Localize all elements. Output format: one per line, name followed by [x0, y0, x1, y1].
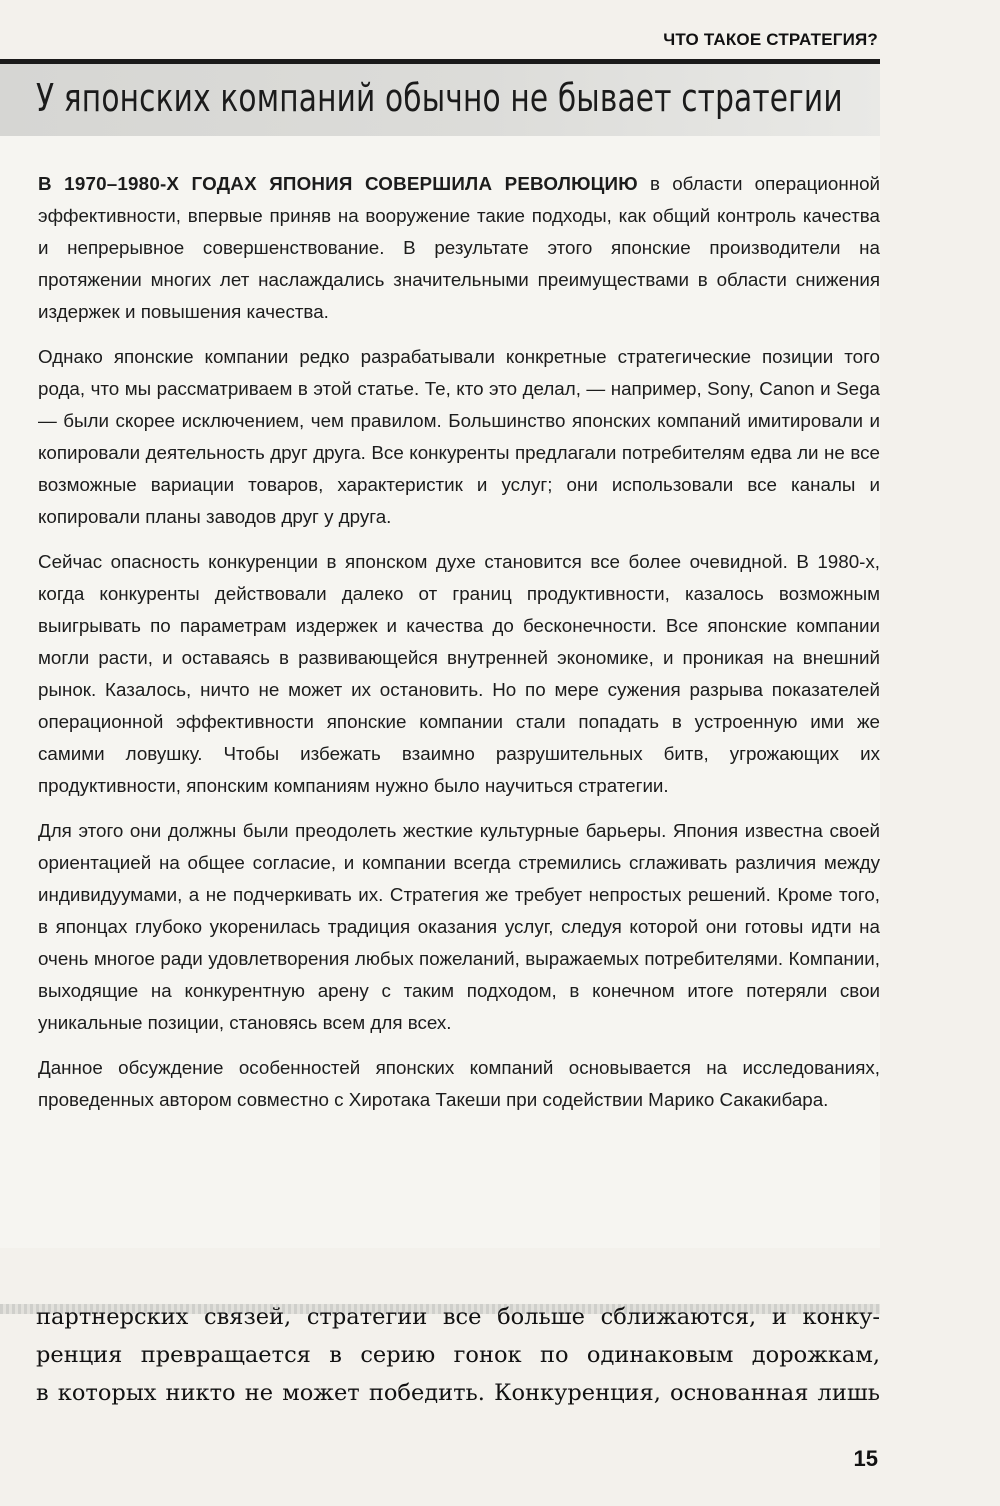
sidebar-paragraph-1 [38, 168, 880, 328]
body-text [36, 1298, 880, 1412]
page-number: 15 [853, 1446, 878, 1471]
sidebar-paragraph-3: Сейчас опасность конкуренции в японском духе становится все более очевидной. В 1980-х, когда конкуренты действовали далеко от границ продуктивности, казалось возможным выигрывать по параметрам издержек и качества до бесконечности. Все японские компании могли расти, и оставаясь в развивающейся внутренней экономике, и проникая на внешний рынок. Казалось, ничто не может их остановить. Но по мере сужения разрыва показателей операционной эффективности японские компании стали попадать в устроенную ими же самими ловушку. Чтобы избежать взаимно разрушительных битв, угрожающих их продуктивности, японским компаниям нужно было научиться стратегии. [38, 551, 880, 796]
body-line: в которых никто не может победить. Конкуренция, основанная лишь [36, 1380, 880, 1406]
running-head: ЧТО ТАКОЕ СТРАТЕГИЯ? [663, 30, 878, 49]
lead-in: В 1970–1980-Х ГОДАХ ЯПОНИЯ СОВЕРШИЛА РЕВОЛЮЦИЮ [38, 173, 638, 194]
sidebar-paragraph-5: Данное обсуждение особенностей японских компаний основывается на исследованиях, проведенных автором совместно с Хиротака Такеши при содействии Марико Сакакибара. [38, 1057, 880, 1110]
body-line: партнерских связей, стратегии все больше сближаются, и конку- [36, 1304, 880, 1330]
sidebar-paragraph-4: Для этого они должны были преодолеть жесткие культурные барьеры. Япония известна своей ориентацией на общее согласие, и компании всегда стремились сглаживать различия между индивидуумами, а не подчеркивать их. Стратегия же требует непростых решений. Кроме того, в японцах глубоко укоренилась традиция оказания услуг, следуя которой они готовы идти на очень многое ради удовлетворения любых пожеланий, выражаемых потребителями. Компании, выходящие на конкурентную арену с таким подходом, в конечном итоге потеряли свои уникальные позиции, становясь всем для всех. [38, 820, 880, 1033]
body-line: ренция превращается в серию гонок по одинаковым дорожкам, [36, 1342, 880, 1368]
sidebar-text [38, 168, 880, 1129]
sidebar-box [0, 64, 880, 1248]
sidebar-title: У японских компаний обычно не бывает стратегии [36, 76, 843, 120]
sidebar-title-band [0, 64, 880, 136]
paragraph-1-rest: в области операционной эффективности, впервые приняв на вооружение такие подходы, как общий контроль качества и непрерывное совершенствование. В результате этого японские производители на протяжении многих лет наслаждались значительными преимуществами в области снижения издержек и повышения качества. [38, 173, 881, 322]
sidebar-paragraph-2: Однако японские компании редко разрабатывали конкретные стратегические позиции того рода, что мы рассматриваем в этой статье. Те, кто это делал, — например, Sony, Canon и Sega — были скорее исключением, чем правилом. Большинство японских компаний имитировали и копировали деятельность друг друга. Все конкуренты предлагали потребителям едва ли не все возможные вариации товаров, характеристик и услуг; они использовали все каналы и копировали планы заводов друг у друга. [38, 346, 880, 527]
